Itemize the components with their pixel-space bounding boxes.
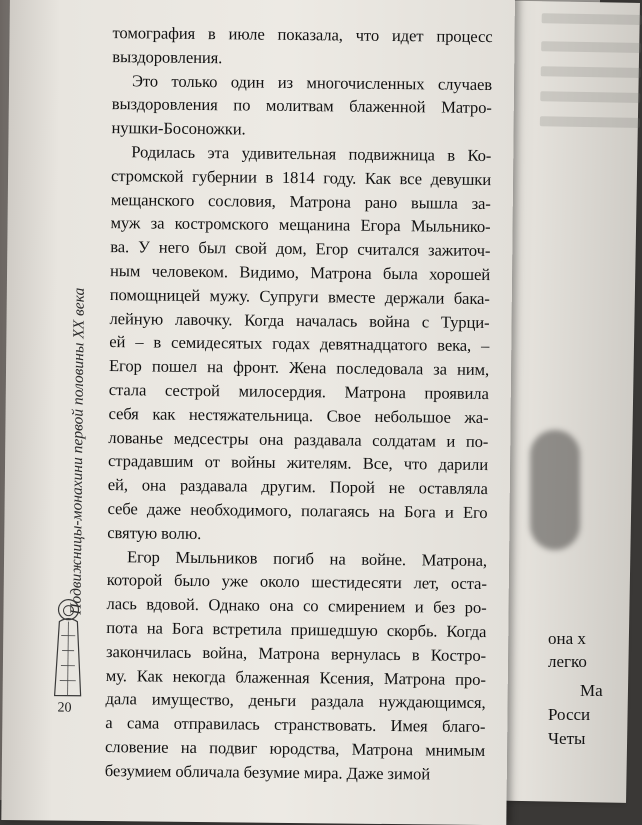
text-line: себя как нестяжательница. Свое небольшое жа-	[108, 403, 489, 427]
text-line: лованье медсестры она раздавала солдатам и по-	[108, 427, 489, 451]
text-line: себе даже необходимого, полагаясь на Бога и Его	[107, 498, 488, 522]
facing-page-fragment: она х	[548, 629, 586, 648]
text-line: пота на Бога встретила пришедшую скорбь. Когда	[106, 617, 487, 641]
text-line: стала сестрой милосердия. Матрона проявила	[108, 380, 489, 403]
text-line: Егор пошел на фронт. Жена последовала за ним,	[108, 356, 490, 380]
facing-page-fragment: Росси	[548, 705, 591, 724]
text-line: выздоровления.	[112, 46, 223, 68]
ghost-line	[541, 41, 641, 53]
ghost-line	[540, 116, 640, 128]
text-line: помощницей мужу. Супруги вместе держали бака-	[109, 284, 490, 308]
text-line: му. Как некогда блаженная Ксения, Матрона про-	[105, 665, 486, 689]
text-line: лась вдовой. Однако она со смирением и без ро-	[106, 594, 487, 618]
paragraph	[112, 21, 492, 73]
ghost-line	[542, 13, 642, 25]
text-line: словение на подвиг юродства, Матрона мнимым	[104, 736, 486, 760]
saint-icon	[49, 595, 88, 700]
text-line: стромской губернии в 1814 году. Как все девушки	[110, 165, 492, 189]
text-line: ным человеком. Видимо, Матрона была хорошей	[109, 261, 491, 285]
text-line: муж за костромского мещанина Егора Мыльнико-	[110, 213, 491, 237]
text-line: святую волю.	[107, 522, 202, 543]
paragraph	[107, 140, 491, 549]
page-number: 20	[57, 700, 72, 716]
facing-page-fragment: Четы	[548, 729, 586, 748]
text-line: безумием обличала безумие мира. Даже зимой	[104, 760, 431, 784]
text-line: лейную лавочку. Когда началась война с Турци-	[109, 308, 490, 332]
facing-page-fragment: Ма	[580, 681, 603, 700]
text-line: нушки-Босоножки.	[111, 118, 246, 139]
text-line: томография в июле показала, что идет процесс	[112, 23, 493, 47]
text-line: которой было уже около шестидесяти лет, оста-	[106, 570, 487, 594]
ghost-line	[541, 66, 641, 78]
ghost-line	[540, 91, 640, 103]
text-line: мещанского сословия, Матрона рано вышла за-	[110, 189, 491, 213]
shadow-blob	[530, 430, 580, 550]
text-line: закончилась война, Матрона вернулась в Костро-	[105, 641, 487, 665]
body-text	[105, 21, 493, 786]
text-line: дала имущество, деньги раздала нуждающимся,	[105, 689, 486, 713]
text-line: ей, она раздавала другим. Порой не оставляла	[107, 475, 488, 499]
text-line: выздоровления по молитвам блаженной Матро-	[111, 94, 492, 118]
text-line: Егор Мыльников погиб на войне. Матрона,	[126, 546, 488, 570]
facing-page-fragment: легко	[548, 652, 587, 671]
text-line: а сама отправилась странствовать. Имея благо-	[105, 713, 486, 737]
text-line: ва. У него был свой дом, Егор считался зажиточ-	[110, 237, 491, 261]
book-page	[1, 0, 515, 825]
text-line: Это только один из многочисленных случаев	[131, 70, 493, 94]
paragraph	[111, 69, 492, 144]
paragraph	[105, 545, 487, 787]
text-line: Родилась эта удивительная подвижница в Ко-	[131, 142, 492, 166]
running-title: Подвижницы-монахини первой половины XX века	[67, 287, 88, 615]
text-line: ей – в семидесятых годах девятнадцатого века, –	[109, 332, 490, 356]
text-line: страдавшим от войны жителям. Все, что дарили	[107, 451, 489, 475]
